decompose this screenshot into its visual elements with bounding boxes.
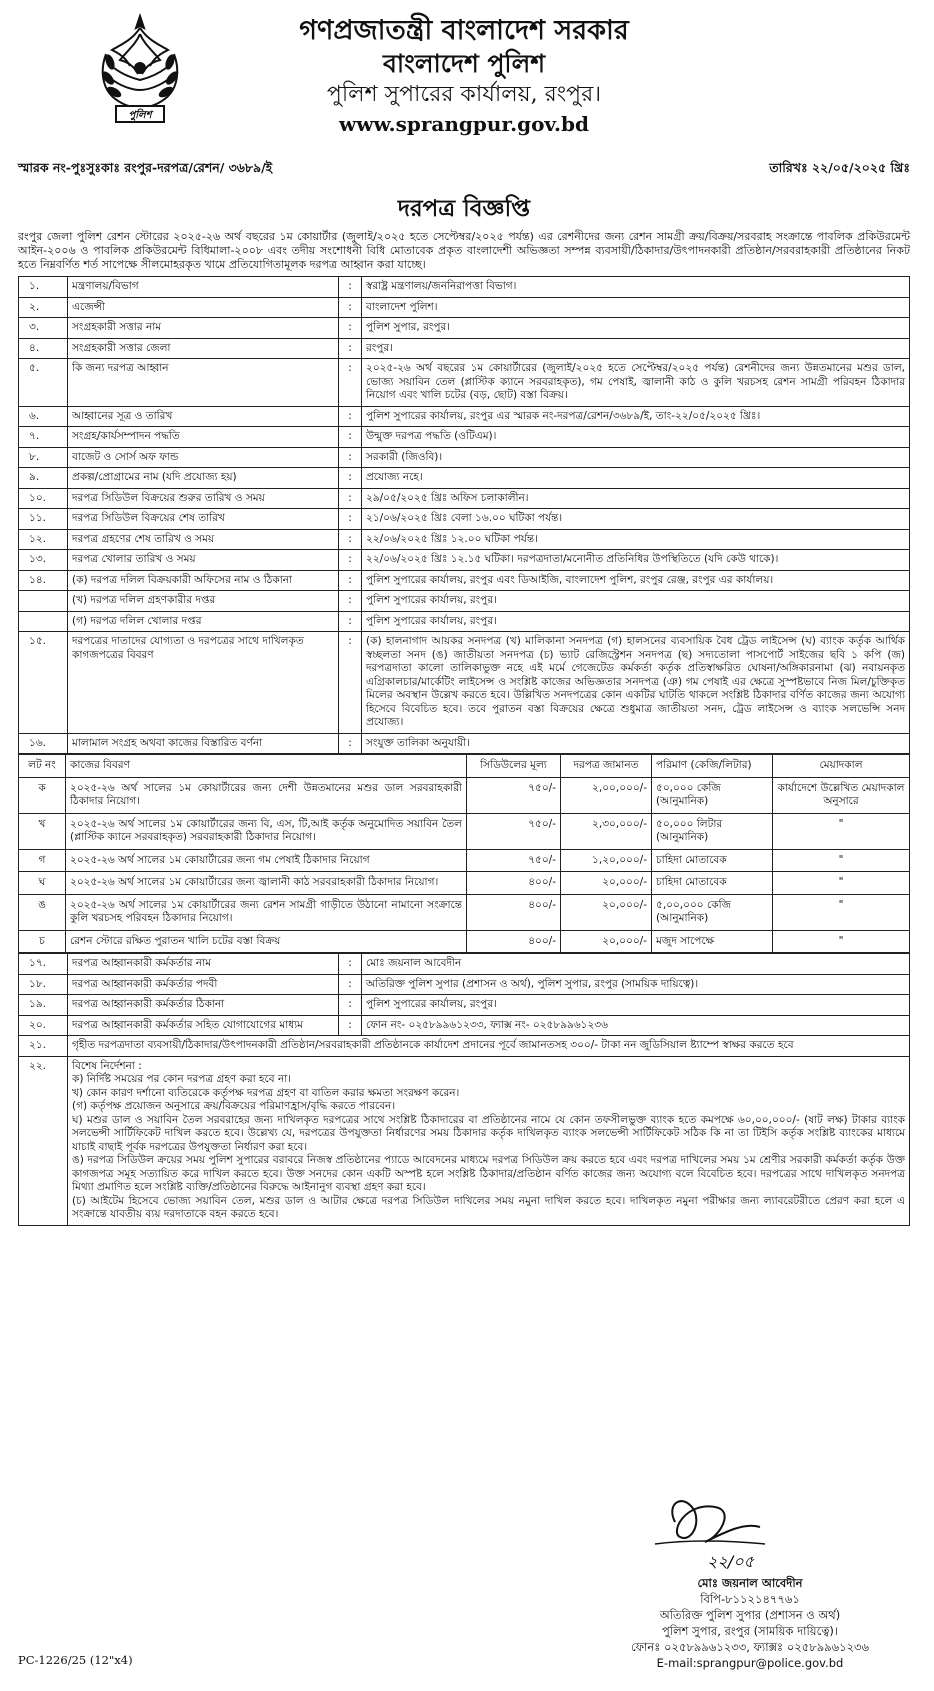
officer-office: পুলিশ সুপার, রংপুর (সাময়িক দায়িত্বে)।	[662, 1624, 838, 1638]
colon-separator: :	[339, 550, 362, 571]
row-number: ১.	[19, 277, 68, 298]
officer-name: মোঃ জয়নাল আবেদীন	[697, 1576, 803, 1590]
lot-row	[19, 872, 910, 895]
row-number: ৯.	[19, 468, 68, 489]
instruction-item: ক) নির্দিষ্ট সময়ের পর কোন দরপত্র গ্রহণ করা হবে না।	[72, 1073, 292, 1085]
lot-quantity: মজুদ সাপেক্ষে	[652, 930, 773, 953]
colon-separator: :	[339, 974, 362, 995]
colon-separator: :	[339, 488, 362, 509]
row-label: সংগ্রহকারী সত্তার নাম	[68, 318, 339, 339]
lot-security: ২,৩০,০০০/-	[561, 813, 652, 849]
officer-phone: ফোনঃ ০২৫৮৯৯৬১২৩৩, ফ্যাক্সঃ ০২৫৮৯৯৬১২৩৬	[630, 1640, 870, 1654]
row-number: ১৮.	[19, 974, 68, 995]
lot-description: ২০২৫-২৬ অর্থ সালের ১ম কোয়ার্টারের জন্য জ্বালানী কাঠ সরবরাহকারী ঠিকাদার নিয়োগ।	[66, 872, 467, 895]
row-number: ২২.	[19, 1056, 68, 1225]
lot-security: ২,০০,০০০/-	[561, 777, 652, 813]
row-number: ১৬.	[19, 733, 68, 754]
row-number	[19, 611, 68, 632]
row-value: পুলিশ সুপারের কার্যালয়, রংপুর এবং ডিআইজি, বাংলাদেশ পুলিশ, রংপুর রেঞ্জ, রংপুর এর কার্যালয়।	[362, 570, 910, 591]
colon-separator: :	[339, 733, 362, 754]
colon-separator: :	[339, 995, 362, 1016]
lot-schedule-price: ৭৫০/-	[467, 813, 561, 849]
info-row	[19, 406, 910, 427]
lot-header-row	[19, 755, 910, 778]
svg-text:পুলিশ: পুলিশ	[128, 110, 152, 121]
instruction-item: ঙ) দরপত্র সিডিউল ক্রয়ের সময় পুলিশ সুপারের বরাবরে নিজস্ব প্রতিষ্ঠানের প্যাডে আবেদনের মাধ্যমে দরপত্র সিডিউল ক্রয় করতে হবে এবং দরপত্র দাখিলের সময় ১ম শ্রেণীর সরকারী কর্মকর্তা কর্তৃক উক্ত কাগজপত্র সমূহ সত্যায়িত করে দাখিল করতে হবে। উক্ত সনদের কোন একটি অস্পষ্ট হলে সংশ্লিষ্ট ঠিকাদার/প্রতিষ্ঠান বর্ণিত কাজের জন্য অযোগ্য বলে বিবেচিত হবে। দরপত্রের সাথে দাখিলকৃত সনদপত্র মিথ্যা প্রমাণিত হলে সংশ্লিষ্ট ব্যক্তি/প্রতিষ্ঠানের বিরুদ্ধে আইনানুগ ব্যবস্থা গ্রহণ করা হবে।	[72, 1154, 905, 1193]
lot-security: ২০,০০০/-	[561, 872, 652, 895]
row-number: ১৫.	[19, 632, 68, 734]
row-number: ২.	[19, 297, 68, 318]
lot-row	[19, 849, 910, 872]
row-value: বাংলাদেশ পুলিশ।	[362, 297, 910, 318]
lot-number: ঘ	[19, 872, 66, 895]
row-number	[19, 591, 68, 612]
row-value: পুলিশ সুপার, রংপুর।	[362, 318, 910, 339]
lot-quantity: ৫,০০,০০০ কেজি (আনুমানিক)	[652, 894, 773, 930]
lot-column-header: লট নং	[19, 755, 66, 778]
row-label: দরপত্রের দাতাদের যোগ্যতা ও দরপত্রের সাথে দাখিলকৃত কাগজপত্রের বিবরণ	[68, 632, 339, 734]
lot-period: "	[773, 894, 910, 930]
colon-separator: :	[339, 427, 362, 448]
row-label: এজেন্সী	[68, 297, 339, 318]
lot-description: রেশন স্টোরে রক্ষিত পুরাতন খালি চটের বস্তা বিক্রয়	[66, 930, 467, 953]
lot-quantity: চাহিদা মোতাবেক	[652, 872, 773, 895]
instructions-heading: বিশেষ নির্দেশনা :	[72, 1059, 142, 1072]
row-value: (ক) হালনাগাদ আয়কর সনদপত্র (খ) মালিকানা সনদপত্র (গ) হালসনের ব্যবসায়িক বৈধ ট্রেড লাইসেন্স (ঘ) ব্যাংক কর্তৃক আর্থিক স্বচ্ছলতা সনদ (ঙ) জাতীয়তা সনদপত্র (চ) ভ্যাট রেজিস্ট্রেশন সনদপত্র (ছ) সদ্যতোলা পাসপোর্ট সাইজের ছবি ১ কপি (জ) দরপত্রদাতা কালো তালিকাভুক্ত নহে এই মর্মে গেজেটেড কর্মকর্তা কর্তৃক প্রতিস্বাক্ষরিত ঘোষনা/অঙ্গিকারনামা (ঝ) নবায়নকৃত এগ্রিকালচার/মার্কেটিং লাইসেন্স ও সংশ্লিষ্ট কাজের অভিজ্ঞতার সনদপত্র (ঞ) গম পেষাই এর ক্ষেত্রে সুস্পষ্টভাবে নিজ মিল/চুক্তিকৃত মিলের অবস্থান উল্লেখ করতে হবে। উল্লিখিত সনদপত্রের কোন একটির ঘাটতি থাকলে সংশ্লিষ্ট ঠিকাদার বর্ণিত কাজের জন্য অযোগ্য হিসেবে বিবেচিত হবে। তবে পুরাতন বস্তা বিক্রয়ের ক্ষেত্রে শুধুমাত্র জাতীয়তা সনদ, ট্রেড লাইসেন্স ও ব্যাংক সলভেন্সি সনদ প্রযোজ্য।	[362, 632, 910, 734]
info-row	[19, 427, 910, 448]
lot-row	[19, 894, 910, 930]
row-label: মালামাল সংগ্রহ অথবা কাজের বিস্তারিত বর্ণনা	[68, 733, 339, 754]
row-value: স্বরাষ্ট্র মন্ত্রণালয়/জননিরাপত্তা বিভাগ।	[362, 277, 910, 298]
officer-info-table	[18, 953, 910, 1226]
colon-separator: :	[339, 591, 362, 612]
lot-column-header: পরিমাণ (কেজি/লিটার)	[652, 755, 773, 778]
colon-separator: :	[339, 338, 362, 359]
row-label: আহ্বানের সূত্র ও তারিখ	[68, 406, 339, 427]
lot-quantity: চাহিদা মোতাবেক	[652, 849, 773, 872]
colon-separator: :	[339, 297, 362, 318]
row-label: মন্ত্রণালয়/বিভাগ	[68, 277, 339, 298]
info-row	[19, 468, 910, 489]
page-title: দরপত্র বিজ্ঞপ্তি	[397, 195, 531, 222]
colon-separator: :	[339, 509, 362, 530]
officer-row	[19, 995, 910, 1016]
info-row	[19, 318, 910, 339]
intro-paragraph: রংপুর জেলা পুলিশ রেশন স্টোরের ২০২৫-২৬ অর্থ বছরের ১ম কোয়ার্টার (জুলাই/২০২৫ হতে সেপ্টেম্বর/২০২৫ পর্যন্ত) এর রেশনীদের জন্য রেশন সামগ্রী ক্রয়/বিক্রয়/সরবরাহ সংক্রান্তে পাবলিক প্রকিউরমেন্ট আইন-২০০৬ ও পাবলিক প্রকিউরমেন্ট বিধিমালা-২০০৮ এবং তদীয় সংশোধনী বিধি মোতাবেক প্রকৃত বাংলাদেশী অভিজ্ঞতা সম্পন্ন ব্যবসায়ী/ঠিকাদার/উৎপাদনকারী প্রতিষ্ঠান/সরবরাহকারী প্রতিষ্ঠানের নিকট হতে নিম্নবর্ণিত শর্ত সাপেক্ষে সীলমোহরকৃত খামে প্রতিযোগিতামূলক দরপত্র আহ্বান করা যাচ্ছে।	[18, 230, 910, 271]
officer-email[interactable]: E-mail:sprangpur@police.gov.bd	[656, 1656, 844, 1670]
lot-number: ক	[19, 777, 66, 813]
row-value: ২৯/০৫/২০২৫ খ্রিঃ অফিস চলাকালীন।	[362, 488, 910, 509]
colon-separator: :	[339, 447, 362, 468]
row-value: ২১/০৬/২০২৫ খ্রিঃ বেলা ১৬.০০ ঘটিকা পর্যন্ত।	[362, 509, 910, 530]
colon-separator: :	[339, 468, 362, 489]
lot-row	[19, 930, 910, 953]
print-code: PC-1226/25 (12"x4)	[18, 1653, 133, 1667]
lot-row	[19, 813, 910, 849]
lot-number: চ	[19, 930, 66, 953]
colon-separator: :	[339, 359, 362, 407]
tender-info-table	[18, 276, 910, 754]
row-label: কি জন্য দরপত্র আহ্বান	[68, 359, 339, 407]
lot-quantity: ৫০,০০০ লিটার (আনুমানিক)	[652, 813, 773, 849]
row-number: ১০.	[19, 488, 68, 509]
colon-separator: :	[339, 529, 362, 550]
lot-schedule-price: ৭৫০/-	[467, 849, 561, 872]
row-label: সংগ্রহকারী সত্তার জেলা	[68, 338, 339, 359]
lot-quantity: ৫০,০০০ কেজি (আনুমানিক)	[652, 777, 773, 813]
info-row	[19, 550, 910, 571]
lot-description: ২০২৫-২৬ অর্থ সালের ১ম কোয়ার্টারের জন্য বি, এস, টি,আই কর্তৃক অনুমোদিত সয়াবিন তৈল (প্লাস্টিক ক্যানে সরবরাহকৃত) সরবরাহকারী ঠিকাদার নিয়োগ।	[66, 813, 467, 849]
lot-schedule-price: ৪০০/-	[467, 872, 561, 895]
row-value: পুলিশ সুপারের কার্যালয়, রংপুর।	[362, 591, 910, 612]
lot-column-header: সিডিউলের মূল্য	[467, 755, 561, 778]
row-label: দরপত্র আহ্বানকারী কর্মকর্তার পদবী	[68, 974, 339, 995]
row-label: দরপত্র আহ্বানকারী কর্মকর্তার সহিত যোগাযোগের মাধ্যম	[68, 1015, 339, 1036]
row-number: ২১.	[19, 1036, 68, 1057]
info-row	[19, 611, 910, 632]
lot-period: "	[773, 872, 910, 895]
row-number: ৪.	[19, 338, 68, 359]
instruction-item: খ) কোন কারণ দর্শানো ব্যতিরেকে কর্তৃপক্ষ দরপত্র গ্রহণ বা বাতিল করার ক্ষমতা সংরক্ষণ করেন।	[72, 1086, 460, 1099]
row-value: রংপুর।	[362, 338, 910, 359]
row-label: দরপত্র খোলার তারিখ ও সময়	[68, 550, 339, 571]
info-row	[19, 570, 910, 591]
info-row	[19, 632, 910, 734]
memo-line	[18, 160, 910, 182]
row-value: ২২/০৬/২০২৫ খ্রিঃ ১২.০০ ঘটিকা পর্যন্ত।	[362, 529, 910, 550]
row-value: ২২/০৬/২০২৫ খ্রিঃ ১২.১৫ ঘটিকা। দরপত্রদাতা/মনোনীত প্রতিনিধির উপস্থিতিতে (যদি কেউ থাকে)।	[362, 550, 910, 571]
letterhead	[18, 0, 910, 158]
row-label: (খ) দরপত্র দলিল গ্রহণকারীর দপ্তর	[68, 591, 339, 612]
row-value: ২০২৫-২৬ অর্থ বছরের ১ম কোয়ার্টারের (জুলাই/২০২৫ হতে সেপ্টেম্বর/২০২৫ পর্যন্ত) রেশনীদের জন্য উন্নতমানের মশুর ডাল, ভোজ্য সয়াবিন তেল (প্লাস্টিক ক্যানে সরবরাহকৃত), গম পেষাই, জ্বালানী কাঠ ও কুলি খরচসহ রেশন সামগ্রী পরিবহন ঠিকাদার নিয়োগ এবং খালি চটের (বড়, ছোট) বস্তা বিক্রয়।	[362, 359, 910, 407]
lot-number: গ	[19, 849, 66, 872]
instruction-item: (চ) আইটেম হিসেবে ভোজ্য সয়াবিন তেল, মশুর ডাল ও আটার ক্ষেত্রে দরপত্র সিডিউল দাখিলের সময় নমুনা দাখিল করতে হবে। দাখিলকৃত নমুনা পরীক্ষার জন্য ল্যাবরেটরীতে প্রেরণ করা হলে এ সংক্রান্তে যাবতীয় ব্যয় দরদাতাকে বহন করতে হবে।	[72, 1194, 905, 1220]
info-row	[19, 488, 910, 509]
row-value: পুলিশ সুপারের কার্যালয়, রংপুর এর স্মারক নং-দরপত্র/রেশন/৩৬৮৯/ই, তাং-২২/০৫/২০২৫ খ্রিঃ।	[362, 406, 910, 427]
lot-period: "	[773, 930, 910, 953]
lot-description: ২০২৫-২৬ অর্থ সালের ১ম কোয়ার্টারের জন্য গম পেষাই ঠিকাদার নিয়োগ	[66, 849, 467, 872]
row-number: ৩.	[19, 318, 68, 339]
row-number: ১১.	[19, 509, 68, 530]
row-label: বাজেট ও সোর্স অফ ফান্ড	[68, 447, 339, 468]
row-number: ১৭.	[19, 954, 68, 975]
lot-description: ২০২৫-২৬ অর্থ সালের ১ম কোয়ার্টারের জন্য দেশী উন্নতমানের মশুর ডাল সরবরাহকারী ঠিকাদার নিয়োগ।	[66, 777, 467, 813]
instruction-item: (গ) কর্তৃপক্ষ প্রয়োজন অনুসারে ক্রয়/বিক্রয়ের পরিমাণহ্রাস/বৃদ্ধি করতে পারবেন।	[72, 1100, 396, 1112]
row-number: ৫.	[19, 359, 68, 407]
lot-security: ২০,০০০/-	[561, 930, 652, 953]
row-number: ৬.	[19, 406, 68, 427]
lot-number: খ	[19, 813, 66, 849]
info-row	[19, 359, 910, 407]
row-number: ২০.	[19, 1015, 68, 1036]
lot-schedule-price: ৪০০/-	[467, 894, 561, 930]
lot-schedule-price: ৭৫০/-	[467, 777, 561, 813]
info-row	[19, 733, 910, 754]
officer-bp: বিপি-৮১১২১৪৭৭৬১	[700, 1592, 800, 1606]
row-label: (গ) দরপত্র দলিল খোলার দপ্তর	[68, 611, 339, 632]
row-label: দরপত্র আহ্বানকারী কর্মকর্তার নাম	[68, 954, 339, 975]
row-value: সরকারী (জিওবি)।	[362, 447, 910, 468]
info-row	[19, 277, 910, 298]
office-name: পুলিশ সুপারের কার্যালয়, রংপুর।	[326, 82, 602, 107]
row-number: ১২.	[19, 529, 68, 550]
row-label: প্রকল্প/প্রোগ্রামের নাম (যদি প্রযোজ্য হয়)	[68, 468, 339, 489]
govt-name: গণপ্রজাতন্ত্রী বাংলাদেশ সরকার	[299, 15, 629, 46]
row-value: উন্মুক্ত দরপত্র পদ্ধতি (ওটিএম)।	[362, 427, 910, 448]
row-label: সংগ্রহ/কার্যসম্পাদন পদ্ধতি	[68, 427, 339, 448]
lot-table	[18, 754, 910, 953]
colon-separator: :	[339, 954, 362, 975]
row-value: ফোন নং- ০২৫৮৯৯৬১২৩৩, ফ্যাক্স নং- ০২৫৮৯৯৬১২৩৬	[362, 1015, 910, 1036]
lot-period: "	[773, 849, 910, 872]
lot-schedule-price: ৪০০/-	[467, 930, 561, 953]
instruction-item: ঘ) মশুর ডাল ও সয়াবিন তৈল সরবরাহের জন্য দাখিলকৃত দরপত্রের সাথে সংশ্লিষ্ট ঠিকাদারের বা প্রতিষ্ঠানের নামে যে কোন তফসীলভুক্ত ব্যাংক হতে কমপক্ষে ৬০,০০,০০০/- (ষাট লক্ষ) টাকার ব্যাংক সলভেন্সী সার্টিফিকেট দাখিল করতে হবে। উল্লেখ্য যে, দরপত্রের উপযুক্ততা নির্ধারণের সময় ঠিকাদার কর্তৃক দাখিলকৃত ব্যাংক সলভেন্সী সার্টিফিকেট সঠিক কি না তা টিইসি কর্তৃক সংশ্লিষ্ট ব্যাংকের মাধ্যমে যাচাই বাছাই পূর্বক দরপত্রের উপযুক্ততা নির্ধারণ করা হবে।	[72, 1113, 905, 1153]
row-label: দরপত্র সিডিউল বিক্রয়ের শেষ তারিখ	[68, 509, 339, 530]
row-number: ৮.	[19, 447, 68, 468]
row-value: মোঃ জয়নাল আবেদীন	[362, 954, 910, 975]
lot-column-header: মেয়াদকাল	[773, 755, 910, 778]
info-row	[19, 338, 910, 359]
colon-separator: :	[339, 277, 362, 298]
signatory-block	[600, 1575, 900, 1671]
svg-text:২২/০৫: ২২/০৫	[707, 1552, 754, 1571]
instructions-cell	[68, 1056, 910, 1225]
officer-row	[19, 974, 910, 995]
lot-period: কার্যাদেশে উল্লেখিত মেয়াদকাল অনুসারে	[773, 777, 910, 813]
row-label: দরপত্র সিডিউল বিক্রয়ের শুরুর তারিখ ও সময়	[68, 488, 339, 509]
memo-ref: স্মারক নং-পুঃসুঃকাঃ রংপুর-দরপত্র/রেশন/ ৩৬৮৯/ই	[18, 160, 273, 175]
info-row	[19, 509, 910, 530]
colon-separator: :	[339, 406, 362, 427]
row-number: ৭.	[19, 427, 68, 448]
colon-separator: :	[339, 1015, 362, 1036]
officer-designation: অতিরিক্ত পুলিশ সুপার (প্রশাসন ও অর্থ)	[659, 1608, 841, 1622]
row-number: ১৯.	[19, 995, 68, 1016]
info-row	[19, 297, 910, 318]
stamp-row	[19, 1036, 910, 1057]
officer-row	[19, 1015, 910, 1036]
memo-date: তারিখঃ ২২/০৫/২০২৫ খ্রিঃ	[769, 160, 910, 175]
signature	[645, 1482, 815, 1582]
officer-row	[19, 954, 910, 975]
org-name: বাংলাদেশ পুলিশ	[382, 49, 546, 78]
row-value: সংযুক্ত তালিকা অনুযায়ী।	[362, 733, 910, 754]
row-label: দরপত্র আহ্বানকারী কর্মকর্তার ঠিকানা	[68, 995, 339, 1016]
lot-security: ২০,০০০/-	[561, 894, 652, 930]
info-row	[19, 591, 910, 612]
colon-separator: :	[339, 570, 362, 591]
info-row	[19, 529, 910, 550]
website-link[interactable]: www.sprangpur.gov.bd	[339, 112, 589, 136]
info-row	[19, 447, 910, 468]
row-label: দরপত্র গ্রহণের শেষ তারিখ ও সময়	[68, 529, 339, 550]
row-value: পুলিশ সুপারের কার্যালয়, রংপুর।	[362, 995, 910, 1016]
row-value: পুলিশ সুপারের কার্যালয়, রংপুর।	[362, 611, 910, 632]
row-text: গৃহীত দরপত্রদাতা ব্যবসায়ী/ঠিকাদার/উৎপাদনকারী প্রতিষ্ঠান/সরবরাহকারী প্রতিষ্ঠানকে কার্যাদেশ প্রদানের পূর্বে জামানতসহ ৩০০/- টাকা নন জুডিসিয়াল ষ্ট্যাম্পে স্বাক্ষর করতে হবে	[68, 1036, 910, 1057]
lot-description: ২০২৫-২৬ অর্থ সালের ১ম কোয়ার্টারের জন্য রেশন সামগ্রী গাড়ীতে উঠানো নামানো সংক্রান্তে কুলি খরচসহ পরিবহন ঠিকাদার নিয়োগ।	[66, 894, 467, 930]
lot-column-header: দরপত্র জামানত	[561, 755, 652, 778]
row-value: প্রযোজ্য নহে।	[362, 468, 910, 489]
row-number: ১৩.	[19, 550, 68, 571]
instructions-row	[19, 1056, 910, 1225]
colon-separator: :	[339, 611, 362, 632]
row-label: (ক) দরপত্র দলিল বিক্রয়কারী অফিসের নাম ও ঠিকানা	[68, 570, 339, 591]
colon-separator: :	[339, 632, 362, 734]
lot-period: "	[773, 813, 910, 849]
row-value: অতিরিক্ত পুলিশ সুপার (প্রশাসন ও অর্থ), পুলিশ সুপার, রংপুর (সাময়িক দায়িত্বে)।	[362, 974, 910, 995]
row-number: ১৪.	[19, 570, 68, 591]
lot-security: ১,২০,০০০/-	[561, 849, 652, 872]
lot-number: ঙ	[19, 894, 66, 930]
lot-column-header: কাজের বিবরণ	[66, 755, 467, 778]
colon-separator: :	[339, 318, 362, 339]
lot-row	[19, 777, 910, 813]
